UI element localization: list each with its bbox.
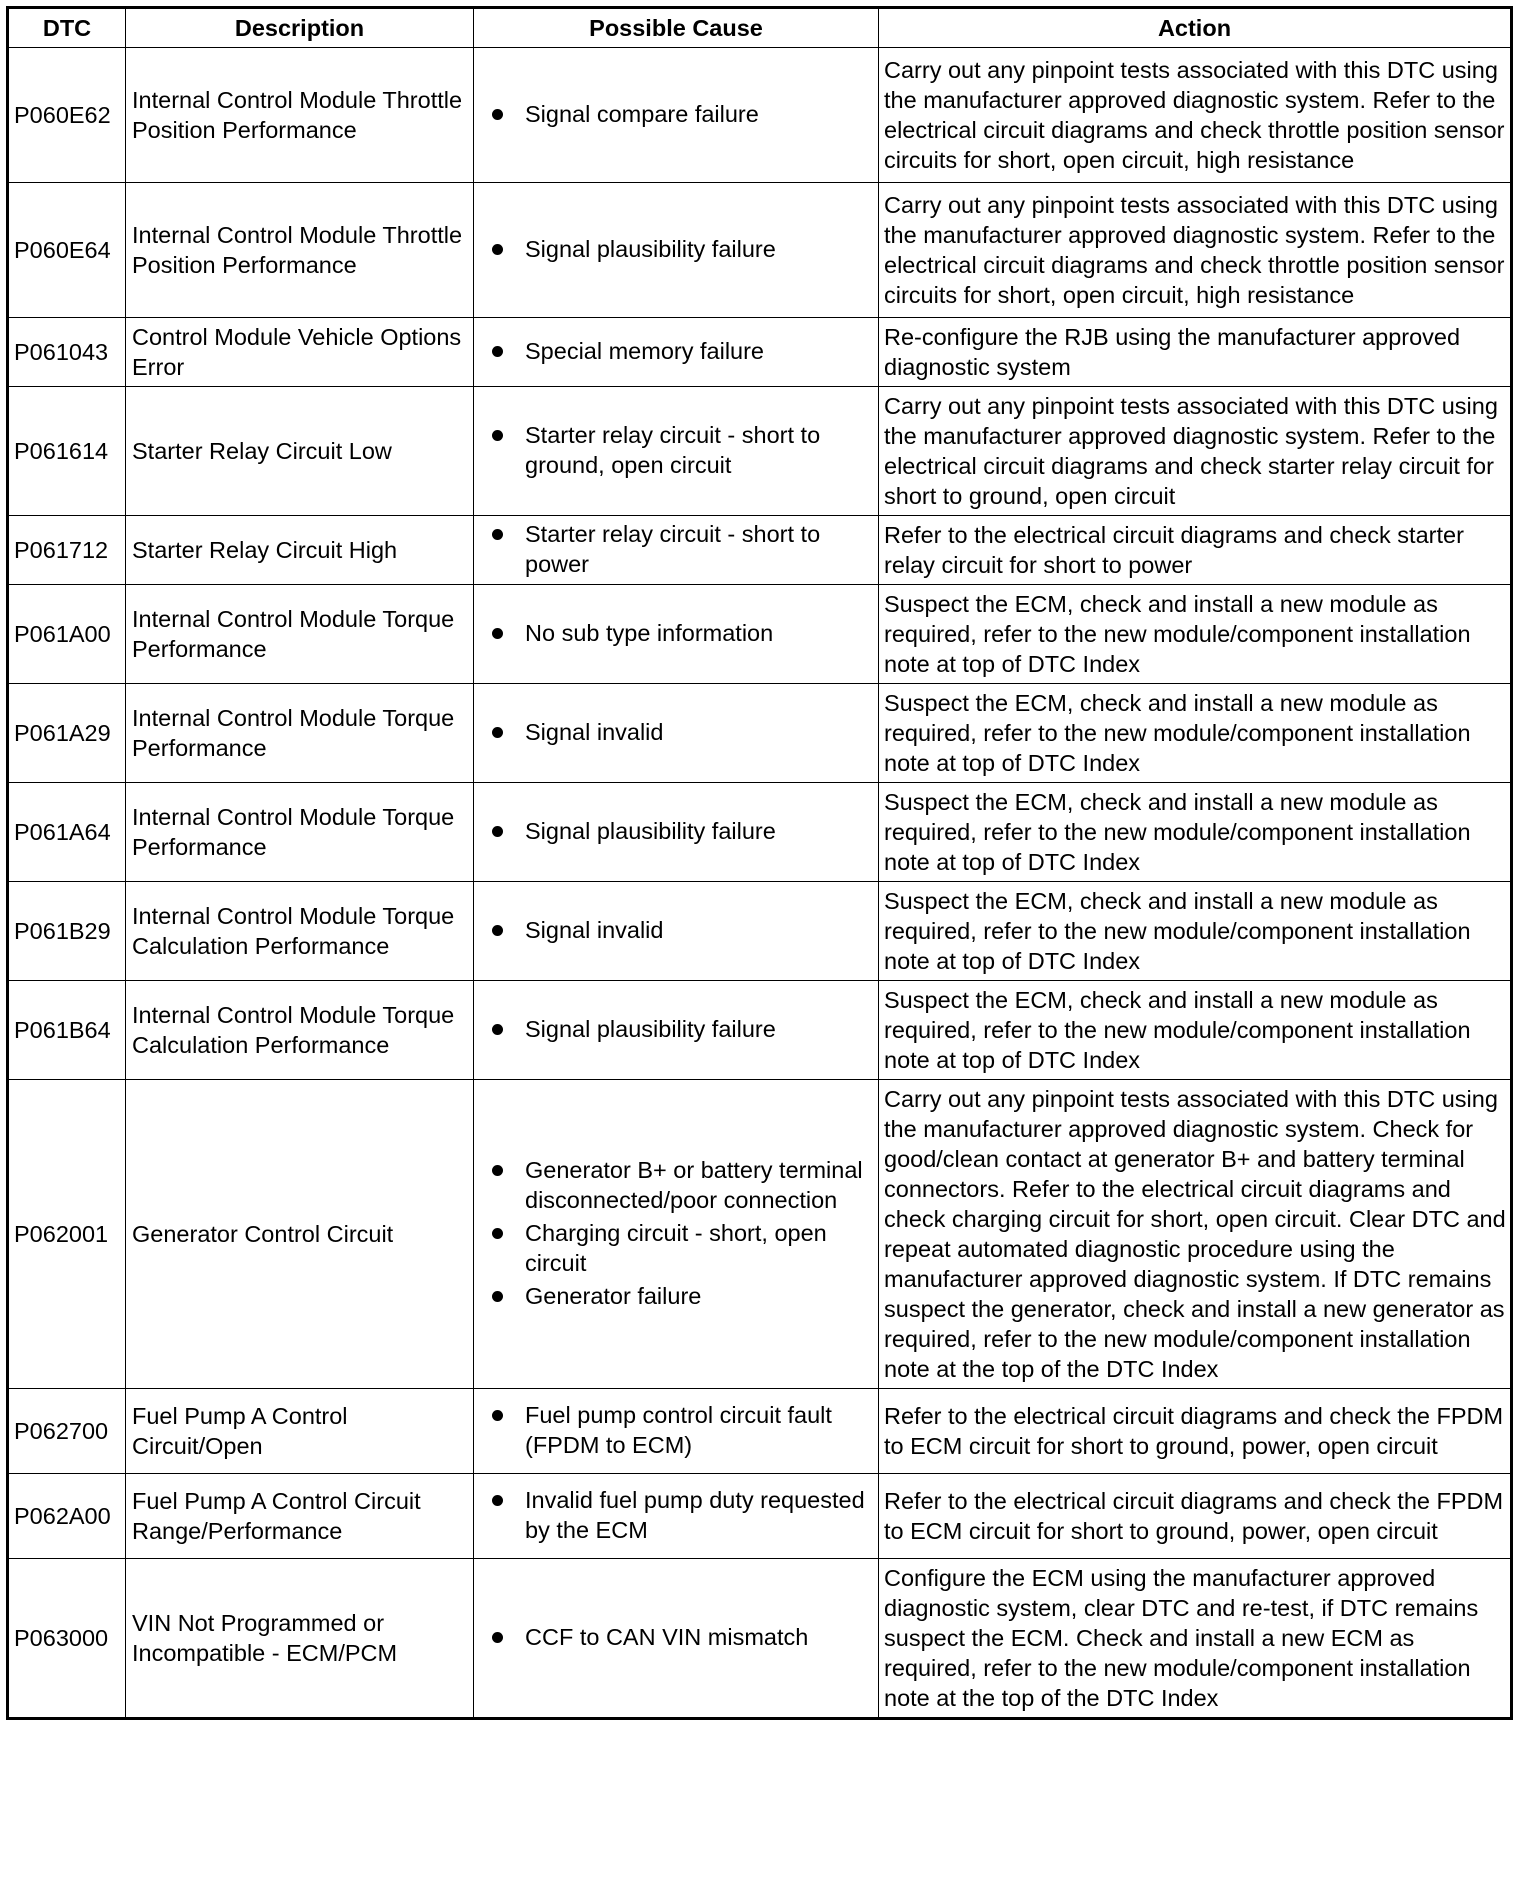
- cause-list-item: Signal invalid: [492, 915, 874, 945]
- cause-list: [492, 618, 874, 648]
- table-row: [8, 1080, 1512, 1389]
- description-cell: Internal Control Module Torque Calculation Performance: [126, 882, 474, 981]
- action-cell: Refer to the electrical circuit diagrams and check the FPDM to ECM circuit for short to ground, power, open circuit: [879, 1474, 1512, 1559]
- description-cell: Internal Control Module Torque Calculation Performance: [126, 981, 474, 1080]
- possible-cause-cell: [474, 1389, 879, 1474]
- possible-cause-cell: [474, 981, 879, 1080]
- table-row: [8, 1474, 1512, 1559]
- cause-list-item: Starter relay circuit - short to power: [492, 519, 874, 579]
- header-description: Description: [126, 8, 474, 48]
- table-row: [8, 318, 1512, 387]
- action-cell: Carry out any pinpoint tests associated with this DTC using the manufacturer approved diagnostic system. Refer to the electrical circuit diagrams and check throttle position sensor circuits for short, open circuit, high resistance: [879, 48, 1512, 183]
- dtc-code-cell: P061A64: [8, 783, 126, 882]
- action-cell: Carry out any pinpoint tests associated with this DTC using the manufacturer approved diagnostic system. Refer to the electrical circuit diagrams and check starter relay circuit for short to ground, open circuit: [879, 387, 1512, 516]
- description-cell: Generator Control Circuit: [126, 1080, 474, 1389]
- description-cell: Fuel Pump A Control Circuit/Open: [126, 1389, 474, 1474]
- action-cell: Suspect the ECM, check and install a new module as required, refer to the new module/component installation note at top of DTC Index: [879, 783, 1512, 882]
- cause-list: [492, 420, 874, 480]
- description-cell: Fuel Pump A Control Circuit Range/Performance: [126, 1474, 474, 1559]
- possible-cause-cell: [474, 882, 879, 981]
- description-cell: VIN Not Programmed or Incompatible - ECM/PCM: [126, 1559, 474, 1719]
- description-cell: Starter Relay Circuit High: [126, 516, 474, 585]
- cause-list-item: CCF to CAN VIN mismatch: [492, 1622, 874, 1652]
- dtc-table: [6, 6, 1513, 1720]
- cause-list-item: Signal plausibility failure: [492, 1014, 874, 1044]
- cause-list-item: Signal compare failure: [492, 99, 874, 129]
- cause-list-item: Fuel pump control circuit fault (FPDM to ECM): [492, 1400, 874, 1460]
- cause-list: [492, 99, 874, 129]
- cause-list: [492, 1155, 874, 1311]
- cause-list-item: Generator B+ or battery terminal disconnected/poor connection: [492, 1155, 874, 1215]
- cause-list-item: Signal invalid: [492, 717, 874, 747]
- cause-list: [492, 1622, 874, 1652]
- possible-cause-cell: [474, 318, 879, 387]
- table-row: [8, 783, 1512, 882]
- action-cell: Re-configure the RJB using the manufacturer approved diagnostic system: [879, 318, 1512, 387]
- possible-cause-cell: [474, 1474, 879, 1559]
- possible-cause-cell: [474, 783, 879, 882]
- possible-cause-cell: [474, 183, 879, 318]
- cause-list: [492, 1014, 874, 1044]
- possible-cause-cell: [474, 684, 879, 783]
- header-possible-cause: Possible Cause: [474, 8, 879, 48]
- action-cell: Suspect the ECM, check and install a new module as required, refer to the new module/component installation note at top of DTC Index: [879, 981, 1512, 1080]
- cause-list: [492, 519, 874, 579]
- possible-cause-cell: [474, 387, 879, 516]
- possible-cause-cell: [474, 48, 879, 183]
- cause-list-item: Signal plausibility failure: [492, 816, 874, 846]
- cause-list-item: Charging circuit - short, open circuit: [492, 1218, 874, 1278]
- dtc-code-cell: P061B64: [8, 981, 126, 1080]
- table-row: [8, 387, 1512, 516]
- dtc-code-cell: P063000: [8, 1559, 126, 1719]
- table-row: [8, 516, 1512, 585]
- description-cell: Internal Control Module Throttle Position Performance: [126, 48, 474, 183]
- table-row: [8, 684, 1512, 783]
- cause-list: [492, 336, 874, 366]
- possible-cause-cell: [474, 585, 879, 684]
- dtc-code-cell: P062001: [8, 1080, 126, 1389]
- header-row: [8, 8, 1512, 48]
- action-cell: Suspect the ECM, check and install a new module as required, refer to the new module/component installation note at top of DTC Index: [879, 882, 1512, 981]
- cause-list-item: No sub type information: [492, 618, 874, 648]
- table-row: [8, 1389, 1512, 1474]
- cause-list-item: Invalid fuel pump duty requested by the ECM: [492, 1485, 874, 1545]
- action-cell: Suspect the ECM, check and install a new module as required, refer to the new module/component installation note at top of DTC Index: [879, 684, 1512, 783]
- cause-list: [492, 1485, 874, 1545]
- table-header: [8, 8, 1512, 48]
- cause-list: [492, 234, 874, 264]
- dtc-code-cell: P062A00: [8, 1474, 126, 1559]
- action-cell: Refer to the electrical circuit diagrams and check the FPDM to ECM circuit for short to ground, power, open circuit: [879, 1389, 1512, 1474]
- dtc-code-cell: P062700: [8, 1389, 126, 1474]
- possible-cause-cell: [474, 1559, 879, 1719]
- possible-cause-cell: [474, 1080, 879, 1389]
- cause-list: [492, 915, 874, 945]
- action-cell: Configure the ECM using the manufacturer approved diagnostic system, clear DTC and re-test, if DTC remains suspect the ECM. Check and install a new ECM as required, refer to the new module/component installation note at the top of the DTC Index: [879, 1559, 1512, 1719]
- cause-list: [492, 717, 874, 747]
- dtc-code-cell: P061B29: [8, 882, 126, 981]
- cause-list: [492, 1400, 874, 1460]
- dtc-code-cell: P060E62: [8, 48, 126, 183]
- description-cell: Internal Control Module Torque Performance: [126, 585, 474, 684]
- dtc-code-cell: P061A29: [8, 684, 126, 783]
- table-row: [8, 585, 1512, 684]
- cause-list: [492, 816, 874, 846]
- action-cell: Carry out any pinpoint tests associated with this DTC using the manufacturer approved diagnostic system. Refer to the electrical circuit diagrams and check throttle position sensor circuits for short, open circuit, high resistance: [879, 183, 1512, 318]
- possible-cause-cell: [474, 516, 879, 585]
- dtc-code-cell: P061043: [8, 318, 126, 387]
- table-row: [8, 882, 1512, 981]
- description-cell: Control Module Vehicle Options Error: [126, 318, 474, 387]
- cause-list-item: Starter relay circuit - short to ground, open circuit: [492, 420, 874, 480]
- description-cell: Internal Control Module Throttle Position Performance: [126, 183, 474, 318]
- action-cell: Suspect the ECM, check and install a new module as required, refer to the new module/component installation note at top of DTC Index: [879, 585, 1512, 684]
- table-row: [8, 48, 1512, 183]
- dtc-code-cell: P061A00: [8, 585, 126, 684]
- dtc-code-cell: P060E64: [8, 183, 126, 318]
- cause-list-item: Signal plausibility failure: [492, 234, 874, 264]
- action-cell: Refer to the electrical circuit diagrams and check starter relay circuit for short to power: [879, 516, 1512, 585]
- cause-list-item: Generator failure: [492, 1281, 874, 1311]
- dtc-code-cell: P061712: [8, 516, 126, 585]
- action-cell: Carry out any pinpoint tests associated with this DTC using the manufacturer approved diagnostic system. Check for good/clean contact at generator B+ and battery terminal connectors. Refer to the electrical circuit diagrams and check charging circuit for short, open circuit. Clear DTC and repeat automated diagnostic procedure using the manufacturer approved diagnostic system. If DTC remains suspect the generator, check and install a new generator as required, refer to the new module/component installation note at the top of the DTC Index: [879, 1080, 1512, 1389]
- table-row: [8, 981, 1512, 1080]
- header-dtc: DTC: [8, 8, 126, 48]
- table-body: [8, 48, 1512, 1719]
- description-cell: Internal Control Module Torque Performance: [126, 783, 474, 882]
- description-cell: Starter Relay Circuit Low: [126, 387, 474, 516]
- description-cell: Internal Control Module Torque Performance: [126, 684, 474, 783]
- table-row: [8, 1559, 1512, 1719]
- dtc-code-cell: P061614: [8, 387, 126, 516]
- table-row: [8, 183, 1512, 318]
- cause-list-item: Special memory failure: [492, 336, 874, 366]
- header-action: Action: [879, 8, 1512, 48]
